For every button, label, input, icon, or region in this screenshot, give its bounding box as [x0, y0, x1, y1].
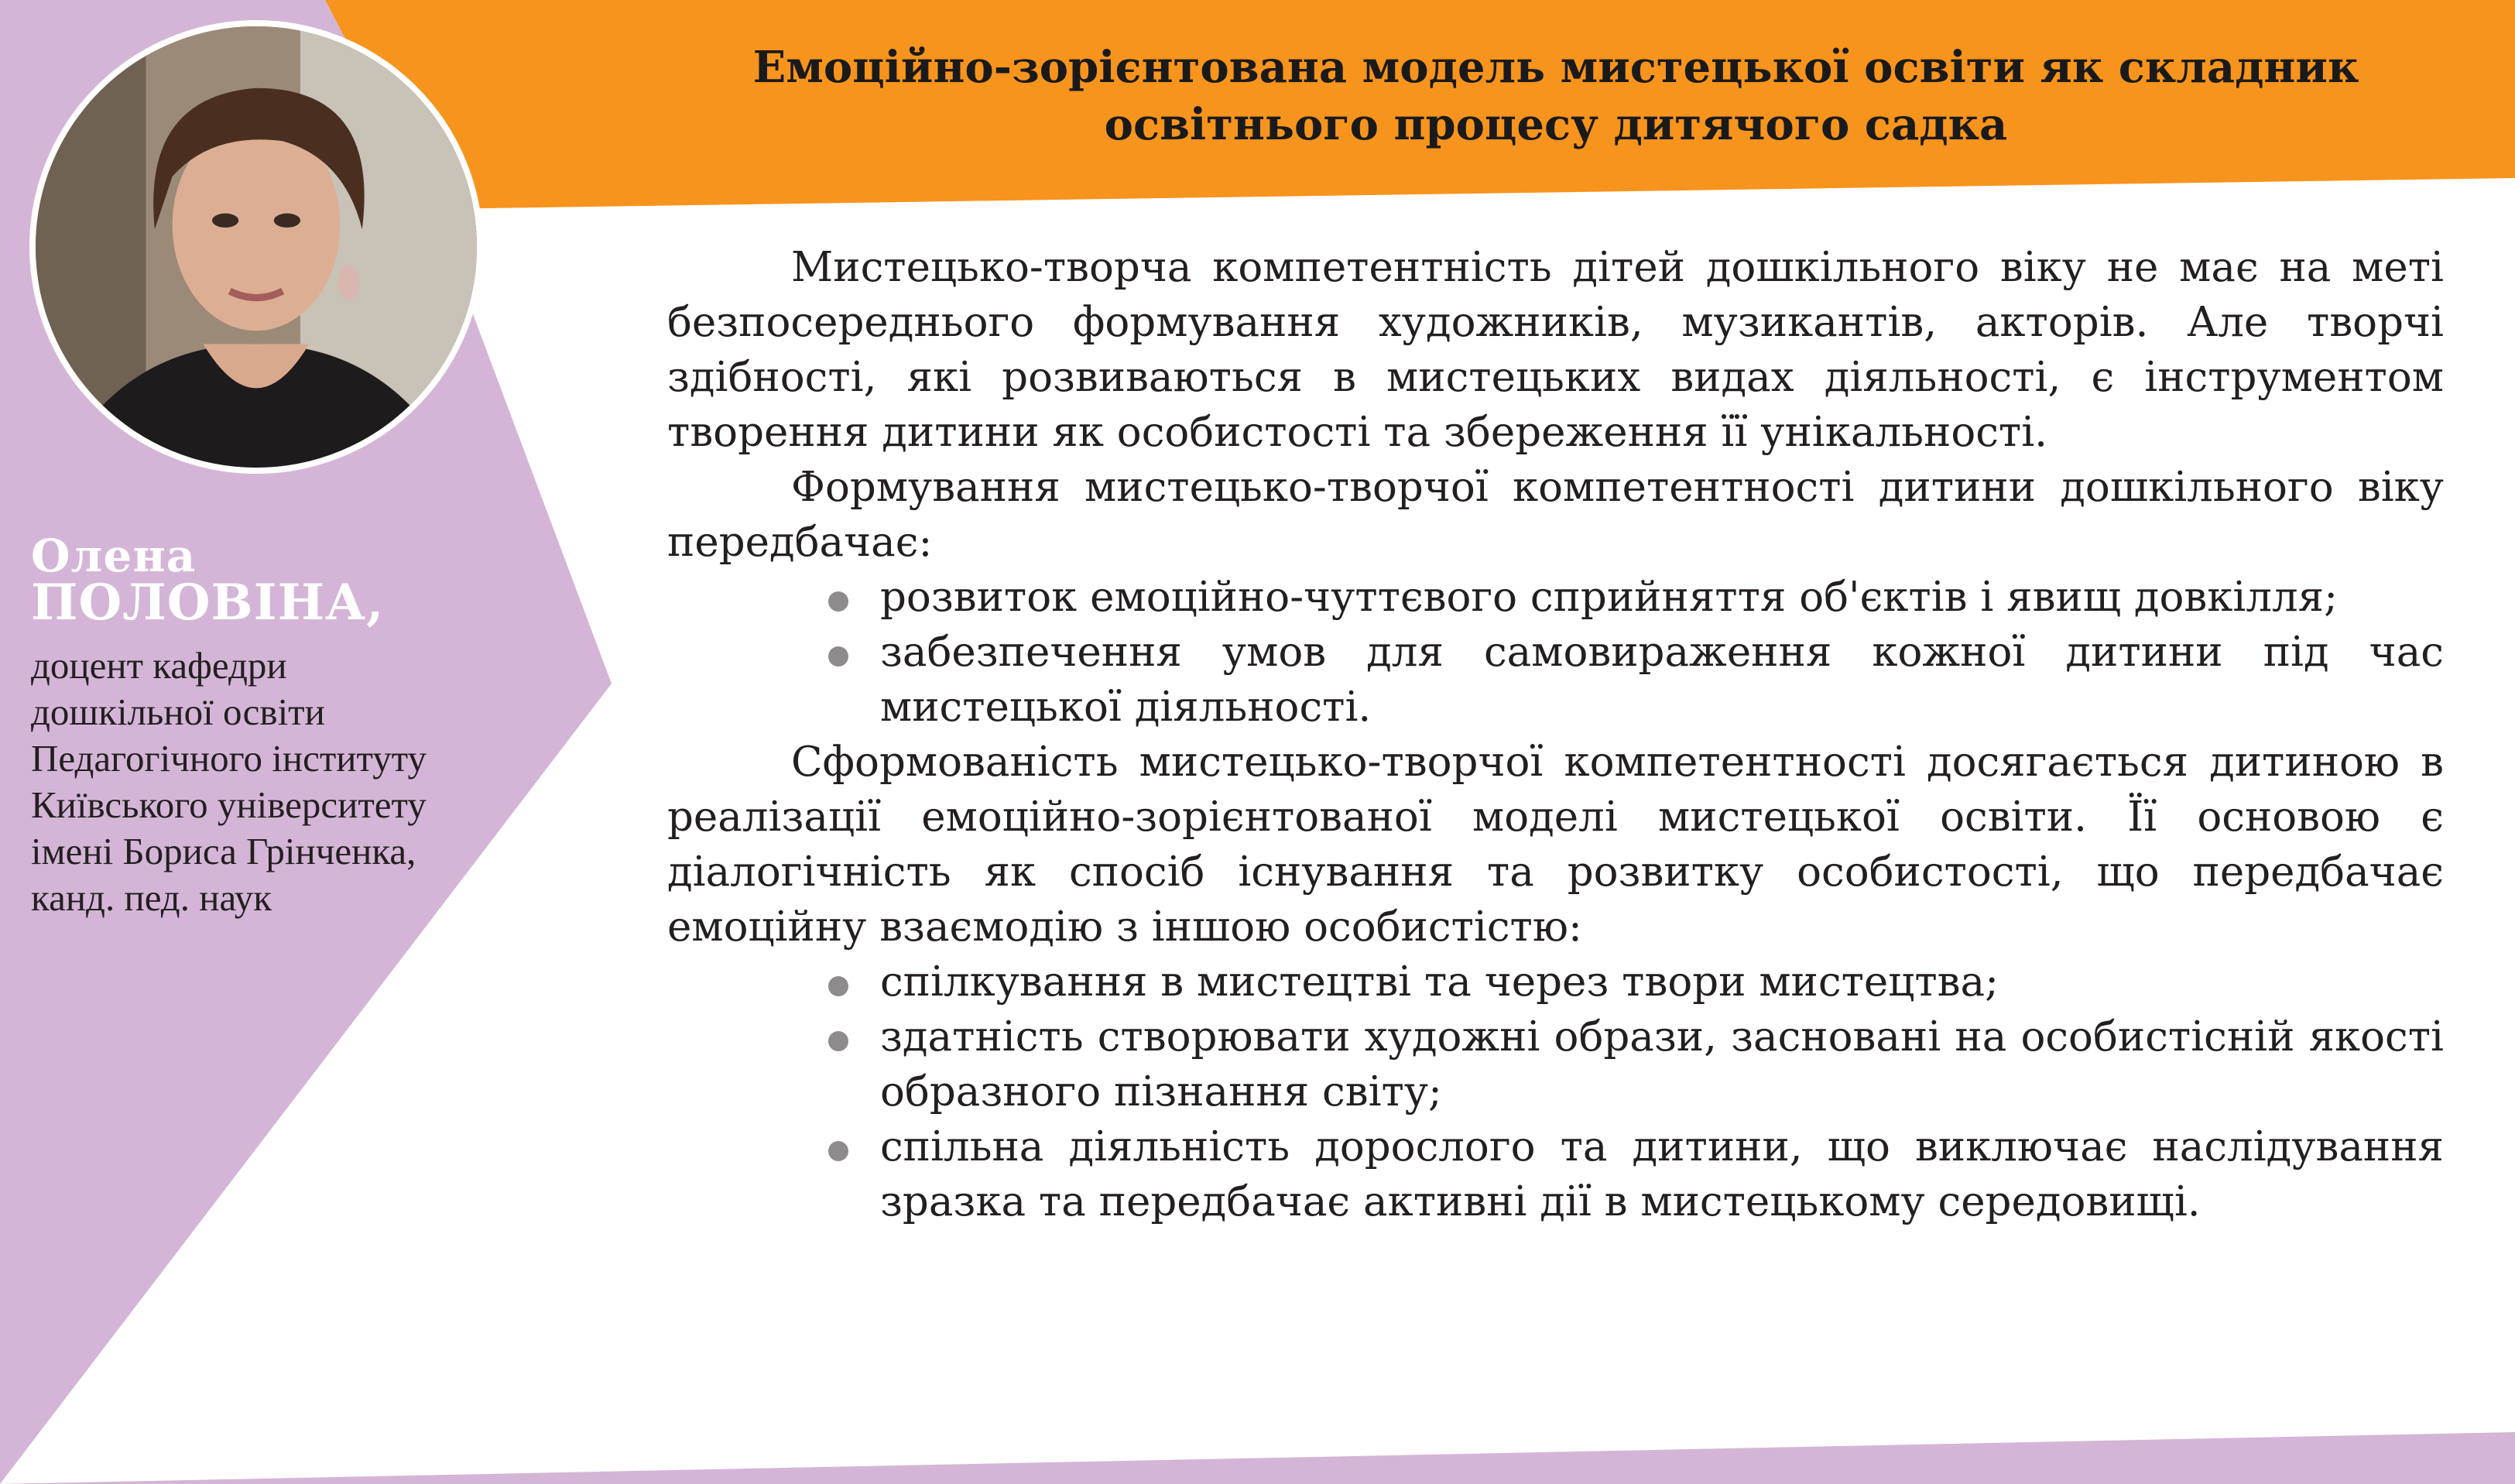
bullet-icon: [828, 646, 848, 667]
author-first-name: Олена: [31, 530, 197, 582]
bullet-icon: [828, 976, 848, 996]
bullet-icon: [828, 1141, 848, 1161]
author-photo: [29, 20, 483, 474]
author-position-line: Педагогічного інституту: [31, 737, 427, 780]
paragraph: Формування мистецько-творчої компетентності дитини дошкільного віку передбачає:: [667, 464, 2444, 566]
list-item: [880, 570, 2444, 625]
list-item-text: спілкування в мистецтві та через твори мистецтва;: [880, 958, 1999, 1006]
author-position: [31, 643, 542, 921]
paragraph: Мистецько-творча компетентність дітей дошкільного віку не має на меті безпосереднього формування художників, музикантів, акторів. Але творчі здібності, які розвиваються в мистецьких видах діяльності, є інструментом творення дитини як особистості та збереження її унікальності.: [667, 244, 2444, 456]
list-item: [880, 625, 2444, 735]
bullet-icon: [828, 591, 848, 612]
author-position-line: імені Бориса Грінченка,: [31, 830, 416, 872]
list-item-text: забезпечення умов для самовираження кожної дитини під час мистецької діяльності.: [880, 629, 2444, 731]
paragraph: Сформованість мистецько-творчої компетентності досягається дитиною в реалізації емоційно-зорієнтованої моделі мистецької освіти. Її основою є діалогічність як спосіб існування та розвитку особистості, що передбачає емоційну взаємодію з іншою особистістю:: [667, 739, 2444, 951]
author-position-line: Київського університету: [31, 783, 427, 826]
bullet-icon: [828, 1031, 848, 1051]
bottom-stripe: [0, 1432, 2515, 1484]
list-item: [880, 1009, 2444, 1119]
list-item-text: здатність створювати художні образи, засновані на особистісній якості образного пізнання світу;: [880, 1013, 2444, 1116]
article-body: [667, 240, 2444, 1229]
bullet-list: [667, 954, 2444, 1229]
author-position-line: доцент кафедри: [31, 644, 287, 687]
bullet-list: [667, 570, 2444, 735]
article-title: [542, 39, 2515, 153]
list-item-text: спільна діяльність дорослого та дитини, що виключає наслідування зразка та передбачає активні дії в мистецькому середовищі.: [880, 1123, 2444, 1225]
author-block: [31, 530, 542, 921]
author-position-line: дошкільної освіти: [31, 691, 325, 733]
list-item: [880, 954, 2444, 1009]
author-position-line: канд. пед. наук: [31, 876, 272, 919]
list-item-text: розвиток емоційно-чуттєвого сприйняття об'єктів і явищ довкілля;: [880, 574, 2338, 621]
title-line-2: освітнього процесу дитячого садка: [1104, 99, 2008, 150]
author-last-name: ПОЛОВІНА,: [31, 574, 385, 632]
list-item: [880, 1119, 2444, 1229]
title-line-1: Емоційно-зорієнтована модель мистецької освіти як складник: [752, 42, 2359, 93]
